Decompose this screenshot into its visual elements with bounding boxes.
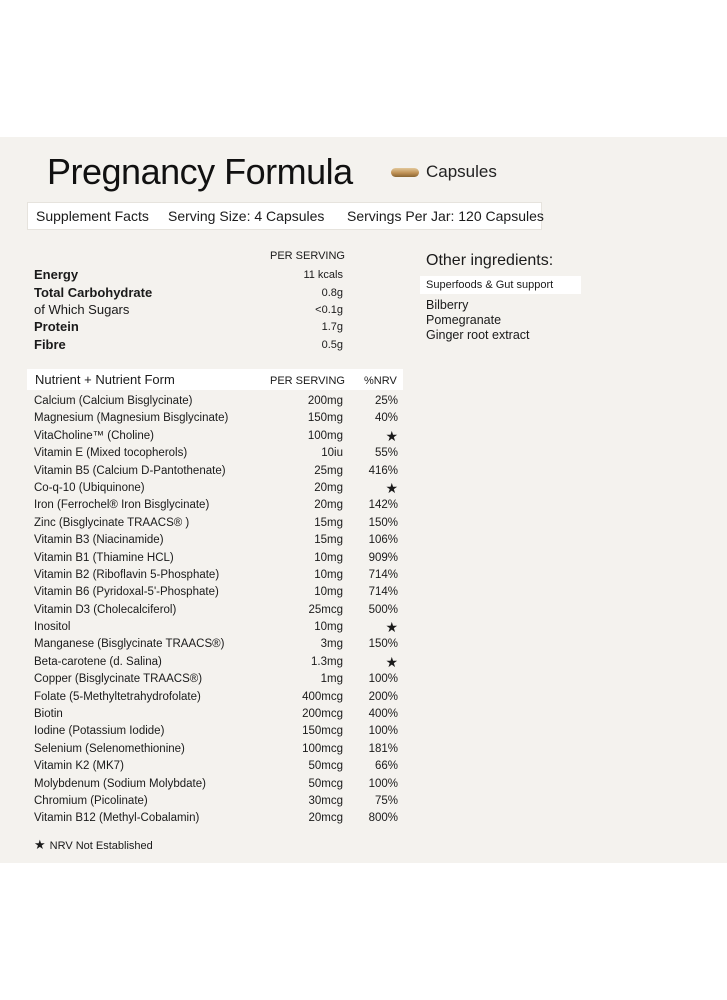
nutrient-name: Calcium (Calcium Bisglycinate) (34, 395, 193, 407)
nutrient-row (34, 654, 398, 671)
nutrient-row (34, 810, 398, 827)
nutrient-nrv: 100% (368, 725, 398, 738)
nutrient-amount: 10mg (314, 621, 343, 634)
nutrient-amount: 10mg (314, 568, 343, 581)
energy-row (34, 336, 343, 354)
nutrient-amount: 25mcg (308, 603, 343, 616)
nutrient-name: Zinc (Bisglycinate TRAACS® ) (34, 516, 190, 529)
nutrient-amount: 100mg (307, 429, 343, 442)
nutrient-amount: 15mg (314, 534, 343, 547)
nutrient-nrv: 55% (374, 447, 398, 460)
nutrient-name: Copper (Bisglycinate TRAACS®) (34, 673, 203, 686)
energy-row-value: 11 kcals (303, 269, 343, 281)
nutrient-name: Vitamin B6 (Pyridoxal-5'-Phosphate) (34, 586, 219, 599)
nutrient-nrv: 106% (368, 534, 398, 547)
nutrient-row (34, 497, 398, 514)
nutrient-name: Selenium (Selenomethionine) (34, 742, 185, 755)
nutrient-name: Vitamin B1 (Thiamine HCL) (34, 551, 174, 564)
star-icon: ★ (34, 837, 46, 852)
nutrient-name: Chromium (Picolinate) (34, 794, 148, 807)
nutrient-amount: 20mcg (308, 812, 343, 825)
energy-row-label: Energy (34, 267, 79, 282)
energy-row (34, 284, 343, 302)
nutrient-amount: 200mcg (302, 708, 343, 721)
energy-row-label: Protein (34, 319, 79, 334)
nutrient-per-serving-header: PER SERVING (270, 375, 345, 387)
other-ingredients-list (426, 298, 530, 343)
nutrient-amount: 3mg (320, 638, 343, 651)
nutrient-row (34, 550, 398, 567)
nutrient-name: Beta-carotene (d. Salina) (34, 655, 162, 668)
energy-row (34, 301, 343, 319)
energy-row (34, 318, 343, 336)
nutrient-name: Iron (Ferrochel® Iron Bisglycinate) (34, 499, 210, 512)
format-label: Capsules (426, 162, 497, 181)
nutrient-name: VitaCholine™ (Choline) (34, 429, 154, 442)
nutrient-nrv: 150% (368, 638, 398, 651)
nutrient-nrv: 100% (368, 673, 398, 686)
nutrient-name: Vitamin B12 (Methyl-Cobalamin) (34, 812, 200, 825)
nutrient-amount: 1.3mg (311, 655, 343, 668)
nutrient-name: Inositol (34, 621, 71, 634)
energy-row (34, 266, 343, 284)
nutrient-row (34, 393, 398, 410)
nutrient-row (34, 410, 398, 427)
nutrient-row (34, 758, 398, 775)
nutrient-table (34, 393, 398, 828)
nrv-header: %NRV (364, 375, 397, 387)
nutrient-row (34, 741, 398, 758)
nutrient-nrv: ★ (385, 479, 398, 496)
other-ingredients-title: Other ingredients: (426, 252, 554, 269)
nutrient-row (34, 532, 398, 549)
nutrient-row (34, 793, 398, 810)
nutrient-amount: 400mcg (302, 690, 343, 703)
nutrient-nrv: 714% (368, 586, 398, 599)
nutrient-nrv: 200% (368, 690, 398, 703)
nutrient-amount: 1mg (320, 673, 343, 686)
nutrient-row (34, 723, 398, 740)
nutrient-amount: 10mg (314, 551, 343, 564)
nutrient-amount: 150mcg (302, 725, 343, 738)
nutrient-row (34, 706, 398, 723)
nutrient-table-header (27, 369, 403, 390)
nutrient-nrv: 181% (368, 742, 398, 755)
nutrient-name: Folate (5-Methyltetrahydrofolate) (34, 690, 201, 703)
nutrient-amount: 10iu (321, 447, 343, 460)
energy-row-label: of Which Sugars (34, 302, 130, 317)
nutrient-name: Vitamin E (Mixed tocopherols) (34, 447, 188, 460)
nutrient-name: Co-q-10 (Ubiquinone) (34, 481, 145, 494)
nutrient-amount: 25mg (314, 464, 343, 477)
energy-row-value: 1.7g (321, 321, 343, 333)
nutrient-amount: 10mg (314, 586, 343, 599)
nutrient-row (34, 636, 398, 653)
nutrient-nrv: 100% (368, 777, 398, 790)
nutrient-amount: 15mg (314, 516, 343, 529)
nutrient-name: Vitamin D3 (Cholecalciferol) (34, 603, 177, 616)
nutrient-nrv: ★ (385, 619, 398, 636)
nutrient-row (34, 515, 398, 532)
product-title: Pregnancy Formula (47, 151, 353, 192)
energy-row-value: 0.8g (321, 287, 343, 299)
nrv-footnote (34, 838, 153, 853)
energy-row-value: 0.5g (321, 339, 343, 351)
footnote-text: NRV Not Established (49, 840, 153, 852)
nutrient-name: Iodine (Potassium Iodide) (34, 725, 165, 738)
nutrient-amount: 150mg (307, 412, 343, 425)
nutrient-row (34, 776, 398, 793)
nutrient-name: Vitamin B2 (Riboflavin 5-Phosphate) (34, 568, 220, 581)
nutrient-name: Molybdenum (Sodium Molybdate) (34, 777, 206, 790)
nutrient-amount: 20mg (314, 481, 343, 494)
other-ingredient-item: Ginger root extract (426, 328, 530, 342)
nutrient-nrv: 714% (368, 568, 398, 581)
nutrient-name: Biotin (34, 708, 63, 721)
nutrient-row (34, 671, 398, 688)
nutrient-row (34, 619, 398, 636)
nutrient-name: Vitamin B3 (Niacinamide) (34, 534, 164, 547)
nutrient-nrv: 400% (368, 708, 398, 721)
nutrient-row (34, 480, 398, 497)
nutrient-row (34, 428, 398, 445)
serving-size: Serving Size: 4 Capsules (168, 208, 325, 224)
nutrient-nrv: 909% (368, 551, 398, 564)
nutrient-row (34, 445, 398, 462)
nutrient-row (34, 689, 398, 706)
nutrient-nrv: ★ (385, 427, 398, 444)
nutrient-nrv: 500% (368, 603, 398, 616)
nutrient-nrv: ★ (385, 653, 398, 670)
nutrient-form-header: Nutrient + Nutrient Form (35, 372, 175, 387)
servings-per-jar: Servings Per Jar: 120 Capsules (347, 208, 544, 224)
other-ingredients-subtitle-box (420, 276, 581, 294)
nutrient-name: Manganese (Bisglycinate TRAACS®) (34, 638, 225, 651)
nutrient-nrv: 75% (374, 794, 398, 807)
nutrient-amount: 30mcg (308, 794, 343, 807)
energy-per-serving-header: PER SERVING (270, 250, 345, 262)
nutrient-row (34, 567, 398, 584)
nutrient-name: Magnesium (Magnesium Bisglycinate) (34, 412, 229, 425)
nutrient-nrv: 66% (374, 760, 398, 773)
energy-row-label: Total Carbohydrate (34, 285, 153, 300)
nutrient-row (34, 463, 398, 480)
nutrient-amount: 50mcg (308, 777, 343, 790)
capsule-icon (391, 168, 419, 177)
nutrient-nrv: 150% (368, 516, 398, 529)
supplement-facts-label: Supplement Facts (36, 208, 149, 224)
supplement-facts-bar (27, 202, 542, 230)
nutrient-name: Vitamin B5 (Calcium D-Pantothenate) (34, 464, 226, 477)
energy-row-value: <0.1g (315, 304, 343, 316)
nutrient-amount: 200mg (307, 395, 343, 407)
other-ingredient-item: Pomegranate (426, 313, 502, 327)
nutrient-row (34, 584, 398, 601)
nutrient-amount: 50mcg (308, 760, 343, 773)
nutrient-nrv: 416% (368, 464, 398, 477)
nutrient-amount: 20mg (314, 499, 343, 512)
nutrient-row (34, 602, 398, 619)
nutrient-nrv: 40% (374, 412, 398, 425)
energy-row-label: Fibre (34, 337, 66, 352)
nutrient-amount: 100mcg (302, 742, 343, 755)
other-ingredient-item: Bilberry (426, 298, 469, 312)
other-ingredients-subtitle: Superfoods & Gut support (426, 279, 554, 291)
nutrient-name: Vitamin K2 (MK7) (34, 760, 124, 773)
nutrient-nrv: 800% (368, 812, 398, 825)
nutrient-nrv: 142% (368, 499, 398, 512)
nutrient-nrv: 25% (374, 395, 398, 407)
